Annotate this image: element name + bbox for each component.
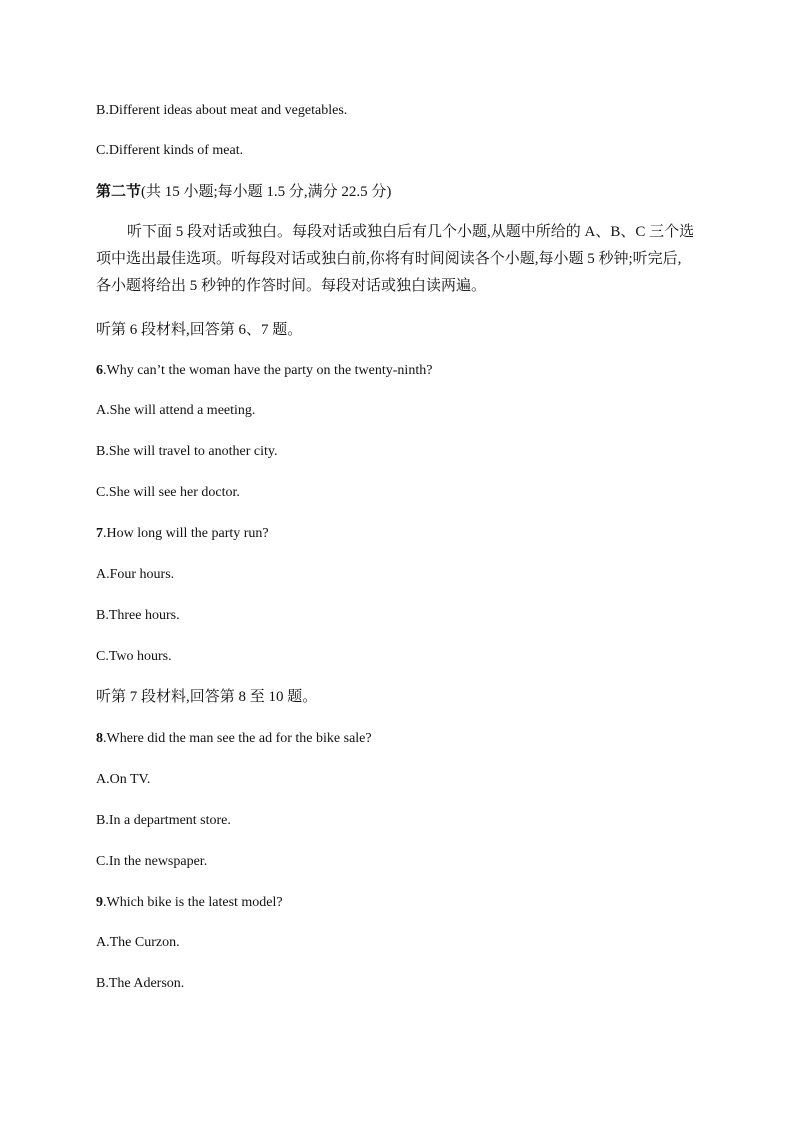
q8-option-b: B.In a department store. (96, 813, 231, 828)
q7-option-c: C.Two hours. (96, 649, 172, 664)
question-9 (96, 893, 283, 913)
q7-option-b: B.Three hours. (96, 608, 180, 623)
group-intro-2: 听第 7 段材料,回答第 8 至 10 题。 (96, 689, 318, 705)
question-8 (96, 729, 372, 749)
q9-option-a: A.The Curzon. (96, 935, 180, 950)
q6-option-c: C.She will see her doctor. (96, 485, 240, 500)
q9-option-b: B.The Aderson. (96, 976, 185, 991)
question-number: 9 (96, 895, 103, 910)
question-text: .Where did the man see the ad for the bike sale? (103, 731, 372, 746)
q6-option-b: B.She will travel to another city. (96, 444, 278, 459)
q6-option-a: A.She will attend a meeting. (96, 403, 256, 418)
question-7 (96, 524, 269, 544)
option-prev-b: B.Different ideas about meat and vegetables. (96, 103, 348, 118)
section-info: (共 15 小题;每小题 1.5 分,满分 22.5 分) (141, 184, 392, 200)
question-6 (96, 361, 432, 381)
q7-option-a: A.Four hours. (96, 567, 175, 582)
section-instructions: 听下面 5 段对话或独白。每段对话或独白后有几个小题,从题中所给的 A、B、C 三个选项中选出最佳选项。听每段对话或独白前,你将有时间阅读各个小题,每小题 5 秒钟;听完后,各小题将给出 5 秒钟的作答时间。每段对话或独白读两遍。 (96, 224, 695, 294)
question-number: 6 (96, 363, 103, 378)
q8-option-c: C.In the newspaper. (96, 854, 208, 869)
section-title: 第二节 (96, 184, 142, 200)
question-text: .Why can’t the woman have the party on the twenty-ninth? (103, 363, 433, 378)
section-heading (96, 182, 391, 202)
q8-option-a: A.On TV. (96, 772, 151, 787)
option-prev-c: C.Different kinds of meat. (96, 143, 244, 158)
question-number: 7 (96, 526, 103, 541)
question-number: 8 (96, 731, 103, 746)
question-text: .Which bike is the latest model? (103, 895, 283, 910)
question-text: .How long will the party run? (103, 526, 269, 541)
group-intro-1: 听第 6 段材料,回答第 6、7 题。 (96, 322, 303, 338)
